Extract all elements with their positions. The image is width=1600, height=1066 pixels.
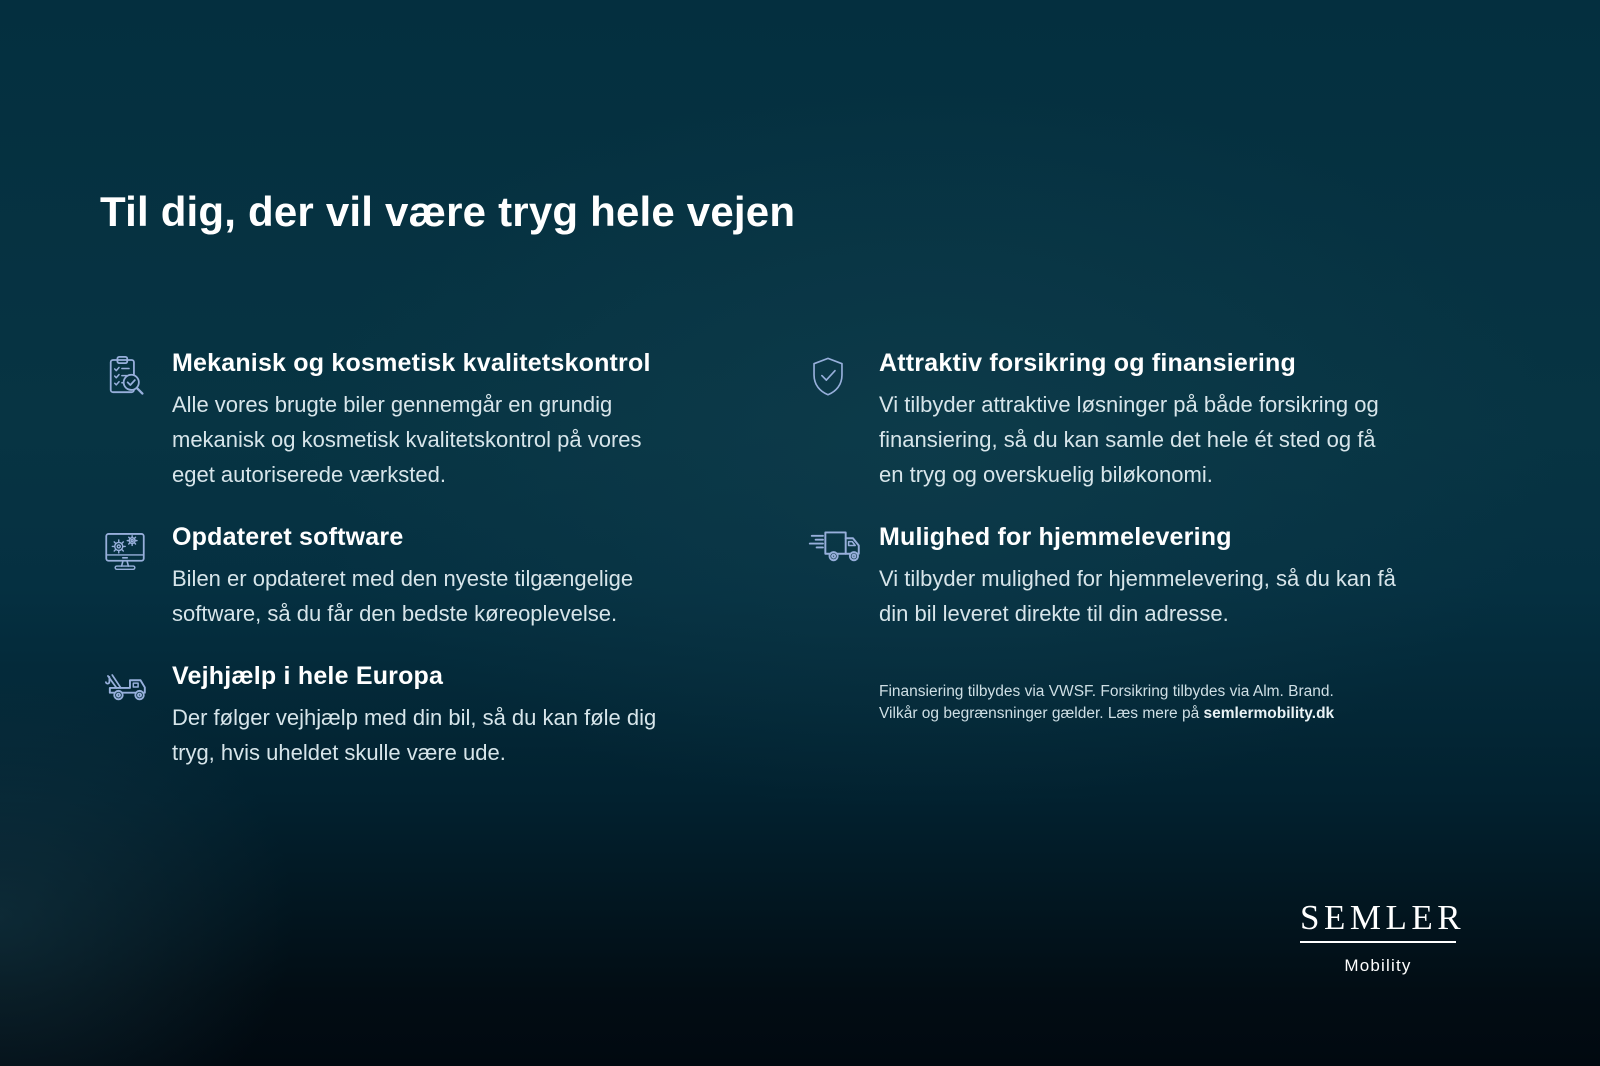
feature-title: Mulighed for hjemmelevering (879, 523, 1232, 551)
feature-body-line: din bil leveret direkte til din adresse. (879, 601, 1229, 626)
feature-body-line: Vi tilbyder attraktive løsninger på både forsikring og (879, 392, 1379, 417)
feature-title: Vejhjælp i hele Europa (172, 662, 444, 690)
feature-text (172, 348, 651, 492)
page-title: Til dig, der vil være tryg hele vejen (100, 188, 796, 235)
feature-body-line: tryg, hvis uheldet skulle være ude. (172, 740, 506, 765)
clipboard-check-magnifier-icon (100, 350, 152, 404)
feature-text (172, 661, 656, 770)
feature-body-line: mekanisk og kosmetisk kvalitetskontrol på vores (172, 427, 642, 452)
logo-subtitle: Mobility (1344, 956, 1412, 975)
delivery-truck-icon (805, 524, 861, 568)
shield-check-icon (805, 350, 861, 402)
feature-text (879, 522, 1396, 631)
feature-body-line: Bilen er opdateret med den nyeste tilgængelige (172, 566, 634, 591)
disclaimer-line-1: Finansiering tilbydes via VWSF. Forsikring tilbydes via Alm. Brand. (879, 683, 1334, 700)
tow-truck-icon (100, 663, 152, 709)
feature-roadside-assistance (100, 661, 780, 770)
feature-software (100, 522, 780, 631)
feature-body-line: software, så du får den bedste køreoplevelse. (172, 601, 618, 626)
disclaimer-line-2 (879, 703, 1505, 725)
semler-mobility-logo (1300, 898, 1466, 976)
features-right-column (805, 348, 1505, 725)
feature-body-line: en tryg og overskuelig biløkonomi. (879, 462, 1213, 487)
feature-body-line: finansiering, så du kan samle det hele ét sted og få (879, 427, 1376, 452)
feature-insurance-financing (805, 348, 1505, 492)
feature-body-line: Alle vores brugte biler gennemgår en grundig (172, 392, 613, 417)
disclaimer-line-2-text: Vilkår og begrænsninger gælder. Læs mere på (879, 705, 1204, 722)
feature-body-line: Vi tilbyder mulighed for hjemmelevering, så du kan få (879, 566, 1396, 591)
disclaimer-website: semlermobility.dk (1203, 705, 1335, 722)
feature-title: Mekanisk og kosmetisk kvalitetskontrol (172, 349, 651, 377)
logo-wordmark: SEMLER (1300, 898, 1466, 937)
feature-body-line: eget autoriserede værksted. (172, 462, 446, 487)
features-left-column (100, 348, 780, 800)
logo-divider (1300, 941, 1456, 943)
feature-text (879, 348, 1379, 492)
disclaimer (879, 681, 1505, 725)
feature-title: Attraktiv forsikring og finansiering (879, 349, 1296, 377)
feature-quality-control (100, 348, 780, 492)
feature-body-line: Der følger vejhjælp med din bil, så du kan føle dig (172, 705, 657, 730)
feature-home-delivery (805, 522, 1505, 631)
feature-text (172, 522, 633, 631)
feature-title: Opdateret software (172, 523, 404, 551)
monitor-gears-icon (100, 524, 152, 576)
